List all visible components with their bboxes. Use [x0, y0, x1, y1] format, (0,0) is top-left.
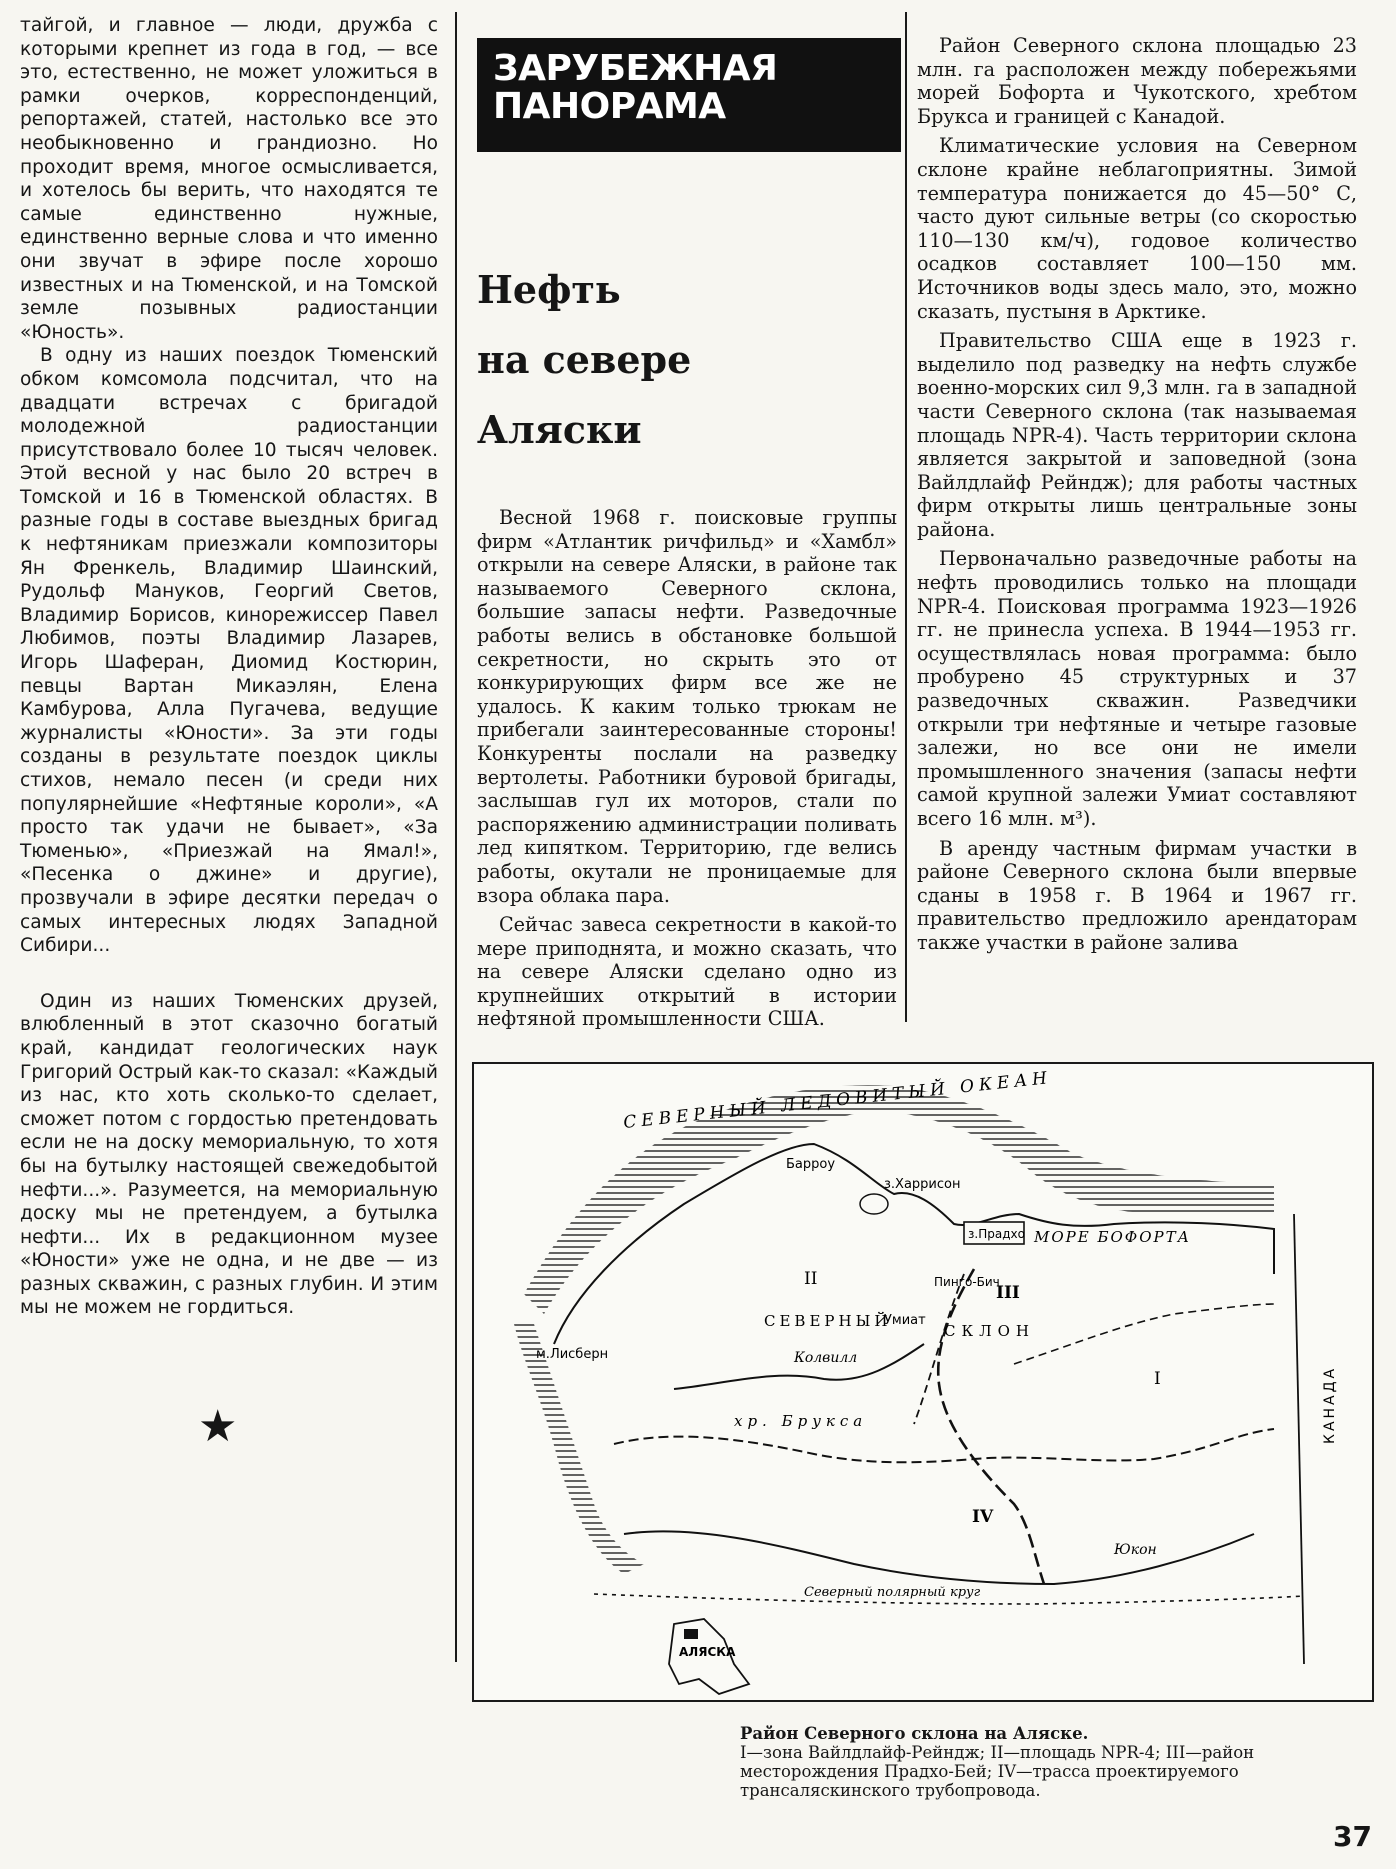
article-column-2 [477, 506, 897, 1031]
article-paragraph-2: Сейчас завеса секретности в какой-то мере приподнята, и можно сказать, что на севере Аляски сделано одно из крупнейших открытий в истории нефтяной промышленности США. [477, 913, 897, 1031]
label-pingo: Пинго-Бич [934, 1275, 1000, 1289]
label-north: СЕВЕРНЫЙ [764, 1312, 892, 1330]
map-caption [740, 1724, 1370, 1800]
pipeline-route [938, 1269, 1044, 1584]
article-column-3 [917, 34, 1357, 955]
label-brooks: хр. Брукса [734, 1412, 868, 1430]
article-paragraph-6: Первоначально разведочные работы на нефть проводились только на площади NPR-4. Поисковая программа 1923—1926 гг. не принесла успеха. В 1944—1953 гг. осуществлялась новая программа: было пробурено 45 структурных и 37 разведочных скважин. Разведчики открыли три нефтяные и четыре газовые залежи, но все они не имели промышленного значения (запасы нефти самой крупной залежи Умиат составляют всего 16 млн. м³). [917, 547, 1357, 830]
label-canada: КАНАДА [1322, 1365, 1338, 1444]
label-yukon: Юкон [1114, 1542, 1157, 1558]
article-paragraph-4: Климатические условия на Северном склоне крайне неблагоприятны. Зимой температура понижается до 45—50° С, часто дуют сильные ветры (со скоростью 110—130 км/ч), годовое количество осадков составляет 100—150 мм. Источников воды здесь мало, это, можно сказать, пустыня в Арктике. [917, 134, 1357, 323]
map-figure [472, 1062, 1374, 1702]
article-paragraph-5: Правительство США еще в 1923 г. выделило под разведку на нефть службе военно-морских сил 9,3 млн. га в западной части Северного склона (так называемая площадь NPR-4). Часть территории склона является закрытой и заповедной (зона Вайлдлайф Рейндж); для работы частных фирм открыты лишь центральные зоны района. [917, 329, 1357, 541]
left-paragraph-2: В одну из наших поездок Тюменский обком комсомола подсчитал, что на двадцати встречах с бригадой молодежной радиостанции присутствовало более 10 тысяч человек. Этой весной у нас было 20 встреч в Томской и 16 в Тюменской областях. В разные годы в составе выездных бригад к нефтяникам приезжали композиторы Ян Френкель, Владимир Шаинский, Рудольф Мануков, Георгий Светов, Владимир Борисов, кинорежиссер Павел Любимов, поэты Владимир Лазарев, Игорь Шаферан, Диомид Костюрин, певцы Вартан Микаэлян, Елена Камбурова, Алла Пугачева, ведущие журналисты «Юности». За эти годы созданы в результате поездок циклы стихов, немало песен (и среди них популярнейшие «Нефтяные короли», «А просто так удачи не бывает», «За Тюменью», «Приезжай на Ямал!», «Песенка о джине» и другие), прозвучали в эфире десятки передач о самых интересных людях Западной Сибири... [20, 345, 438, 957]
label-prudhoe: з.Прадхо [968, 1227, 1025, 1241]
article-paragraph-1: Весной 1968 г. поисковые группы фирм «Атлантик ричфильд» и «Хамбл» открыли на севере Аляски, в районе так называемого Северного склона, большие запасы нефти. Разведочные работы велись в обстановке большой секретности, но скрыть это от конкурирующих фирм все же не удалось. К каким только трюкам не прибегали заинтересованные стороны! Конкуренты послали на разведку вертолеты. Работники буровой бригады, заслышав гул их моторов, стали по распоряжению администрации поливать лед кипятком. Территорию, где велись работы, окутали не проницаемые для взора облака пара. [477, 506, 897, 907]
zone-boundary-east [1014, 1304, 1274, 1364]
label-zone-1: I [1154, 1369, 1161, 1389]
article-paragraph-7: В аренду частным фирмам участки в районе Северного склона были впервые сданы в 1958 г. В 1964 и 1967 гг. правительство предложило арендаторам также участки в районе залива [917, 836, 1357, 954]
left-paragraph-1: тайгой, и главное — люди, дружба с которыми крепнет из года в год, — все это, естественно, не может уложиться в рамки очерков, корреспонденций, репортажей, статей, настолько все это необыкновенно и грандиозно. Но проходит время, многое осмысливается, и хотелось бы верить, что находятся те самые единственно нужные, единственно верные слова и что именно они звучат в эфире после хорошо известных и на Тюменской, и на Томской земле позывных радиостанции «Юность». [20, 15, 438, 343]
caption-title: Район Северного склона на Аляске. [740, 1724, 1089, 1743]
left-paragraph-3: Один из наших Тюменских друзей, влюбленный в этот сказочно богатый край, кандидат геологических наук Григорий Острый как-то сказал: «Каждый из нас, кто хоть сколько-то сделает, сможет потом с гордостью претендовать если не на доску мемориальную, то хотя бы на бутылку настоящей свежедобытой нефти...». Разумеется, на мемориальную доску мы не претендуем, а бутылка нефти... Их в редакционном музее «Юности» уже не одна, и не две — из разных скважин, с разных глубин. И этим мы не можем не гордиться. [20, 990, 438, 1319]
label-sea: МОРЕ БОФОРТА [1034, 1228, 1191, 1246]
article-paragraph-3: Район Северного склона площадью 23 млн. га расположен между побережьями морей Бофорта и Чукотского, хребтом Брукса и границей с Канадой. [917, 34, 1357, 128]
label-harrison: з.Харрисон [884, 1177, 961, 1192]
yukon-river [624, 1531, 1254, 1584]
label-arctic-circle: Северный полярный круг [804, 1585, 981, 1600]
column-divider-right [905, 12, 907, 1022]
rubric-banner: ЗАРУБЕЖНАЯ ПАНОРАМА [477, 38, 901, 152]
alaska-north-slope-map [474, 1064, 1372, 1700]
label-umiat: Умиат [884, 1313, 926, 1328]
inset-box [684, 1629, 698, 1639]
label-lisburne: м.Лисберн [536, 1347, 609, 1362]
brooks-range-line [614, 1429, 1274, 1462]
lake [860, 1194, 888, 1214]
page-number: 37 [1333, 1820, 1372, 1853]
label-colville: Колвилл [794, 1350, 858, 1366]
label-slope: СКЛОН [944, 1322, 1035, 1340]
label-barrow: Барроу [786, 1157, 836, 1172]
column-divider-left [455, 12, 457, 1662]
caption-text: I—зона Вайлдлайф-Рейндж; II—площадь NPR-4; III—район месторождения Прадхо-Бей; IV—трасса проектируемого трансаляскинского трубопровода. [740, 1743, 1255, 1800]
label-ocean: СЕВЕРНЫЙ ЛЕДОВИТЫЙ ОКЕАН [622, 1068, 1053, 1133]
zone-boundary [914, 1274, 964, 1424]
left-column [20, 14, 438, 1320]
article-title: Нефть на севере Аляски [477, 267, 692, 452]
label-zone-4: IV [972, 1507, 994, 1527]
label-alaska: АЛЯСКА [679, 1645, 736, 1659]
label-zone-3: III [996, 1283, 1020, 1303]
label-zone-2: II [804, 1269, 818, 1289]
star-ornament: ★ [198, 1401, 238, 1452]
